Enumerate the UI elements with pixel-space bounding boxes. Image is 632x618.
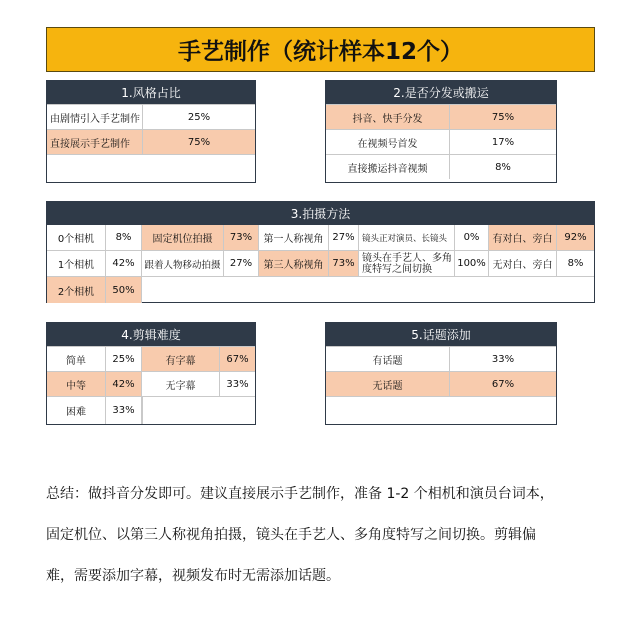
subtitle-label: 无字幕	[142, 372, 220, 396]
position-label: 固定机位拍摄	[142, 225, 224, 251]
distribution-label: 在视频号首发	[326, 130, 450, 154]
camera-label: 1个相机	[47, 251, 106, 277]
difficulty-value: 25%	[106, 347, 142, 371]
lens-label: 镜头在手艺人、多角度特写之间切换	[359, 251, 455, 277]
table-row	[47, 104, 255, 129]
table-row	[47, 346, 255, 371]
table-row	[47, 129, 255, 154]
distribution-panel	[325, 80, 557, 183]
difficulty-label: 中等	[47, 372, 106, 396]
camera-value: 42%	[106, 251, 142, 277]
difficulty-value: 33%	[106, 397, 142, 424]
distribution-value: 75%	[491, 111, 515, 123]
style-header: 1.风格占比	[47, 81, 255, 104]
style-value: 25%	[187, 111, 211, 123]
method-grid	[47, 225, 594, 303]
style-label: 直接展示手艺制作	[47, 130, 143, 154]
page-title: 手艺制作（统计样本12个）	[46, 27, 595, 72]
perspective-value: 27%	[329, 225, 359, 251]
topic-label: 无话题	[326, 372, 450, 396]
lens-value: 100%	[455, 251, 489, 277]
position-label: 跟着人物移动拍摄	[142, 251, 224, 277]
style-label: 由剧情引入手艺制作	[47, 105, 143, 129]
lens-value: 0%	[455, 225, 489, 251]
distribution-value: 8%	[495, 161, 511, 173]
position-value: 73%	[224, 225, 259, 251]
distribution-label: 抖音、快手分发	[326, 105, 450, 129]
table-row	[326, 371, 556, 396]
narration-label: 有对白、旁白	[489, 225, 557, 251]
table-row	[326, 104, 556, 129]
table-row	[326, 346, 556, 371]
empty-cell	[142, 397, 255, 424]
perspective-value: 73%	[329, 251, 359, 277]
style-panel	[46, 80, 256, 183]
empty-row	[326, 396, 556, 424]
empty-row	[47, 154, 255, 182]
table-row	[326, 129, 556, 154]
distribution-value: 17%	[491, 136, 515, 148]
subtitle-value: 67%	[220, 347, 255, 371]
topic-header: 5.话题添加	[326, 323, 556, 346]
distribution-label: 直接搬运抖音视频	[326, 155, 450, 179]
difficulty-label: 困难	[47, 397, 106, 424]
editing-panel	[46, 322, 256, 425]
narration-value: 92%	[557, 225, 594, 251]
summary-line: 固定机位、以第三人称视角拍摄，镜头在手艺人、多角度特写之间切换。剪辑偏	[46, 527, 536, 543]
style-value: 75%	[187, 136, 211, 148]
summary-line: 难，需要添加字幕，视频发布时无需添加话题。	[46, 568, 340, 584]
topic-value: 67%	[491, 378, 515, 390]
perspective-label: 第一人称视角	[259, 225, 329, 251]
subtitle-label: 有字幕	[142, 347, 220, 371]
table-row	[47, 396, 255, 424]
topic-panel	[325, 322, 557, 425]
lens-label: 镜头正对演员、长镜头	[359, 225, 455, 251]
distribution-header: 2.是否分发或搬运	[326, 81, 556, 104]
position-value: 27%	[224, 251, 259, 277]
difficulty-label: 简单	[47, 347, 106, 371]
table-row	[326, 154, 556, 179]
difficulty-value: 42%	[106, 372, 142, 396]
camera-label: 2个相机	[47, 277, 106, 303]
subtitle-value: 33%	[226, 378, 249, 390]
narration-label: 无对白、旁白	[489, 251, 557, 277]
perspective-label: 第三人称视角	[259, 251, 329, 277]
topic-label: 有话题	[326, 347, 450, 371]
camera-value: 50%	[106, 277, 142, 303]
narration-value: 8%	[557, 251, 594, 277]
topic-value: 33%	[491, 353, 515, 365]
camera-label: 0个相机	[47, 225, 106, 251]
editing-header: 4.剪辑难度	[47, 323, 255, 346]
method-panel	[46, 201, 595, 303]
camera-value: 8%	[106, 225, 142, 251]
summary-text	[46, 478, 606, 593]
table-row	[47, 371, 255, 396]
summary-line: 总结：做抖音分发即可。建议直接展示手艺制作，准备 1-2 个相机和演员台词本，	[46, 486, 554, 502]
method-header: 3.拍摄方法	[47, 202, 594, 225]
